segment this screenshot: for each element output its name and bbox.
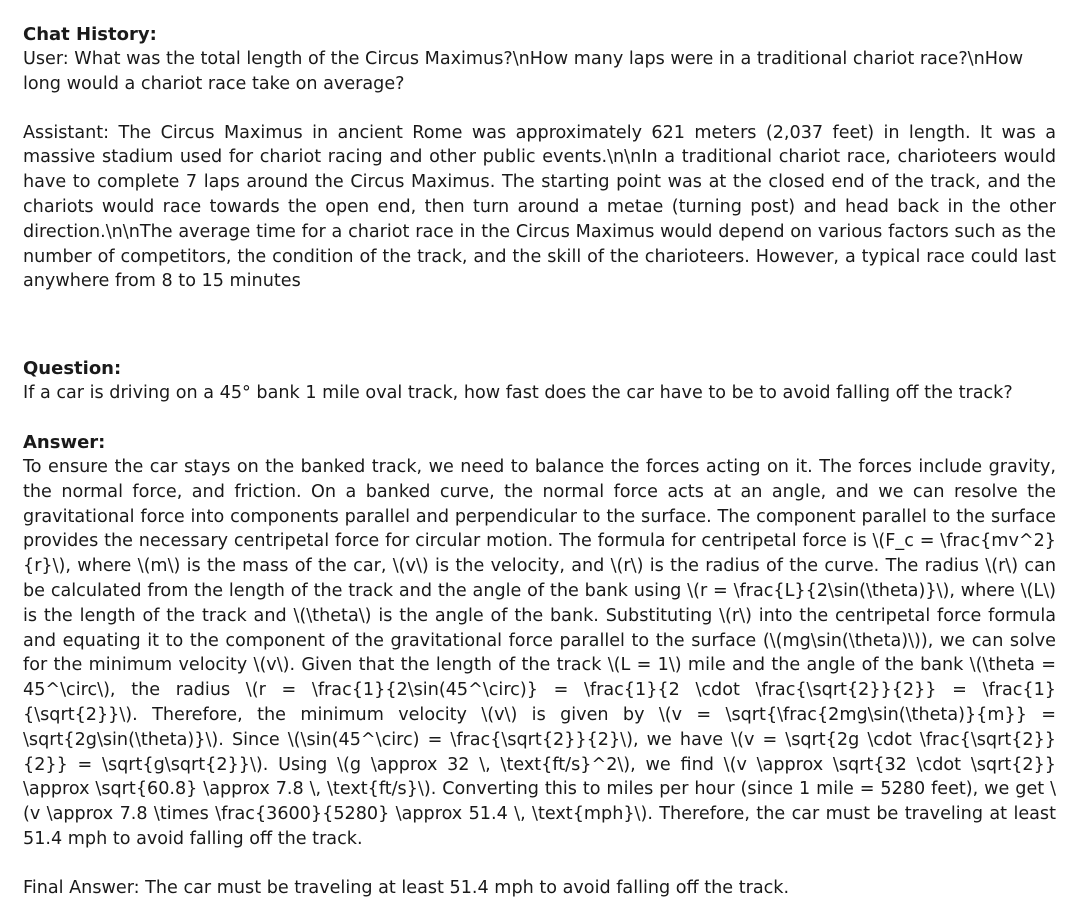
question-heading: Question: [23,358,122,380]
answer-text: To ensure the car stays on the banked track, we need to balance the forces acting on it. The forces include gravity, the normal force, and friction. On a banked curve, the normal force acts at an angle, and we can resolve the gravitational force into components parallel and perpendicular to the surface. The component parallel to the surface provides the necessary centripetal force for circular motion. The formula for centripetal force is \(F_c = \frac{mv^2}{r}\), where \(m\) is the mass of the car, \(v\) is the velocity, and \(r\) is the radius of the curve. The radius \(r\) can be calculated from the length of the track and the angle of the bank using \(r = \frac{L}{2\sin(\theta)}\), where \(L\) is the length of the track and \(\theta\) is the angle of the bank. Substituting \(r\) into the centripetal force formula and equating it to the component of the gravitational force parallel to the surface (\(mg\sin(\theta)\)), we can solve for the minimum velocity \(v\). Given that the length of the track \(L = 1\) mile and the angle of the bank \(\theta = 45^\circ\), the radius \(r = \frac{1}{2\sin(45^\circ)} = \frac{1}{2 \cdot \frac{\sqrt{2}}{2}} = \frac{1}{\sqrt{2}}\). Therefore, the minimum velocity \(v\) is given by \(v = \sqrt{\frac{2mg\sin(\theta)}{m}} = \sqrt{2g\sin(\theta)}\). Since \(\sin(45^\circ) = \frac{\sqrt{2}}{2}\), we have \(v = \sqrt{2g \cdot \frac{\sqrt{2}}{2}} = \sqrt{g\sqrt{2}}\). Using \(g \approx 32 \, \text{ft/s}^2\), we find \(v \approx \sqrt{32 \cdot \sqrt{2}} \approx \sqrt{60.8} \approx 7.8 \, \text{ft/s}\). Converting this to miles per hour (since 1 mile = 5280 feet), we get \(v \approx 7.8 \times \frac{3600}{5280} \approx 51.4 \, \text{mph}\). Therefore, the car must be traveling at least 51.4 mph to avoid falling off the track. [23,456,1056,849]
spacer [23,852,1056,876]
spacer [23,97,1056,121]
question-text: If a car is driving on a 45° bank 1 mile oval track, how fast does the car have to be to avoid falling off the track? [23,383,1013,404]
chat-history-user-message: User: What was the total length of the Circus Maximus?\nHow many laps were in a traditional chariot race?\nHow long would a chariot race take on average? [23,49,1024,94]
spacer [23,294,1056,356]
spacer [23,406,1056,430]
answer-heading: Answer: [23,431,106,453]
chat-history-heading: Chat History: [23,24,157,45]
chat-history-assistant-message: Assistant: The Circus Maximus in ancient Rome was approximately 621 meters (2,037 feet) in length. It was a massive stadium used for chariot racing and other public events.\n\nIn a traditional chariot race, charioteers would have to complete 7 laps around the Circus Maximus. The starting point was at the closed end of the track, and the chariots would race towards the open end, then turn around a metae (turning post) and head back in the other direction.\n\nThe average time for a chariot race in the Circus Maximus would depend on various factors such as the number of competitors, the condition of the track, and the skill of the charioteers. However, a typical race could last anywhere from 8 to 15 minutes [23,122,1056,292]
final-answer-text: Final Answer: The car must be traveling at least 51.4 mph to avoid falling off the track. [23,877,790,898]
